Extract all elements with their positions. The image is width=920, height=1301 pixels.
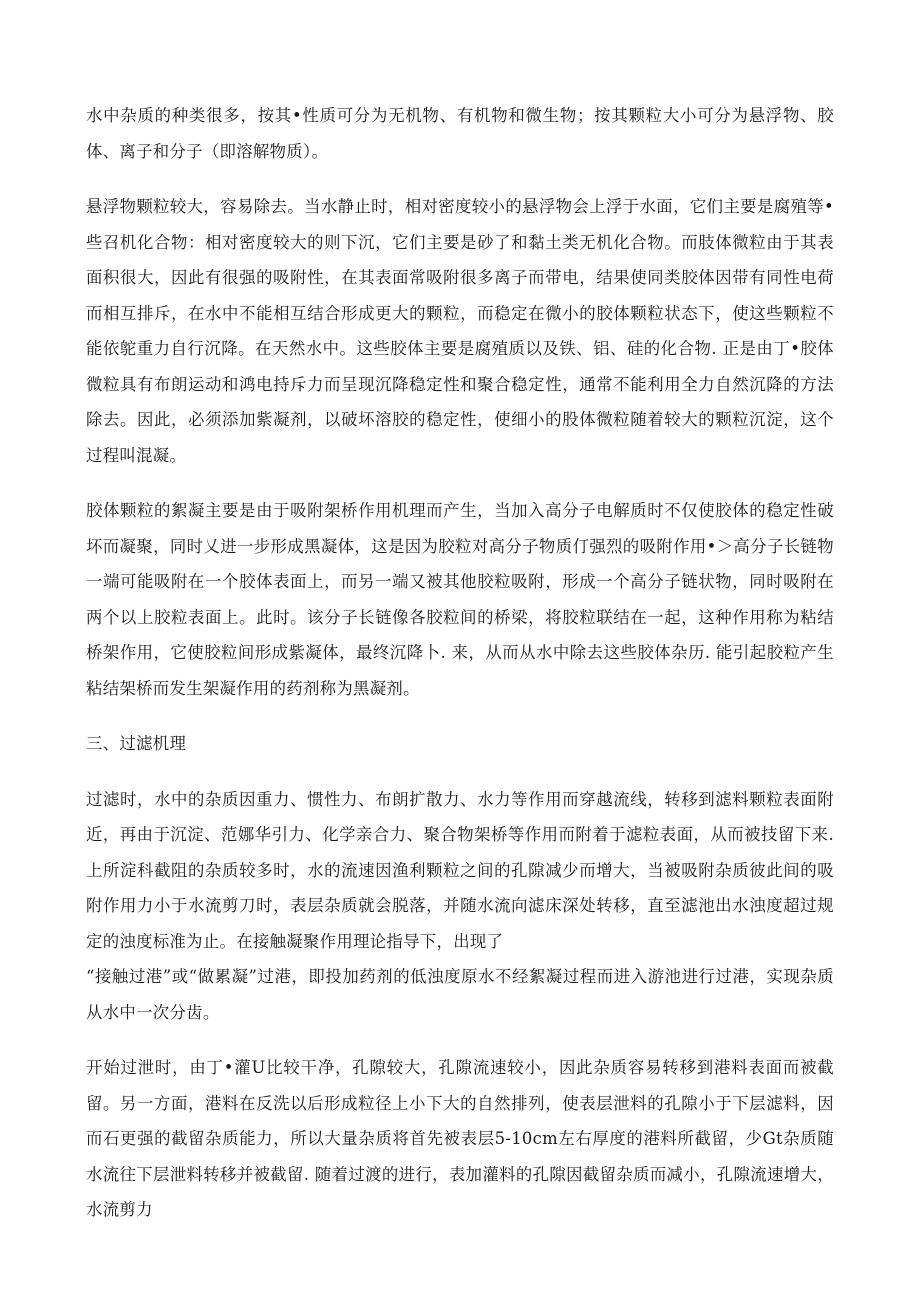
paragraph-suspended-colloids: 悬浮物颗粒较大，容易除去。当水静止时，相对密度较小的悬浮物会上浮于水面，它们主要是腐殖等•些召机化合物：相对密度较大的则下沉，它们主要是砂了和黏土类无机化合物。而肢体微粒由于其表面积很大，因此有很强的吸附性，在其表面常吸附很多离子而带电，结果使同类胶体因带有同性电荷而相互排斥，在水中不能相互结合形成更大的颗粒，而稳定在微小的胶体颗粒状态下，使这些颗粒不能依鸵重力自行沉降。在天然水中。这些胶体主要是腐殖质以及铁、铝、硅的化合物. 正是由丁•胶体微粒具有布朗运动和鸿电持斥力而呈现沉降稳定性和聚合稳定性，通常不能利用全力自然沉降的方法除去。因此，必须添加紫凝剂，以破坏溶胶的稳定性，使细小的股体微粒随着较大的颗粒沉淀，这个过程叫混凝。	[86, 197, 834, 465]
paragraph-filtration-start: 开始过泄时，由丁•灌U比较干净，孔隙较大，孔隙流速较小，因此杂质容易转移到港料表面而被截留。另一方面，港料在反洗以后形成粒径上小下大的自然排列，使表层泄料的孔隙小于下层滤料，因而石更强的截留杂质能力，所以大量杂质将首先被表层5-10cm左右厚度的港料所截留，少Gt杂质随水流往下层泄料转移并被截留. 随着过渡的进行，表加灌料的孔隙因截留杂质而减小，孔隙流速增大，水流剪力	[86, 1058, 834, 1219]
paragraph-flocculation-bridging: 胶体颗粒的絮凝主要是由于吸附架桥作用机理而产生，当加入高分子电解质时不仅使胶体的稳定性破坏而凝聚，同时乂进一步形成黑凝体，这是因为胶粒对高分子物质仃强烈的吸附作用•＞高分子长链物一端可能吸附在一个胶体表面上，而另一端又被其他胶粒吸附，形成一个高分子链状物，同时吸附在两个以上胶粒表面上。此时。该分子长链像各胶粒间的桥梁，将胶粒联结在一起，这种作用称为粘结桥架作用，它使胶粒间形成紫凝体，最终沉降卜. 来，从而从水中除去这些胶体杂历. 能引起胶粒产生粘结架桥而发生架凝作用的药剂称为黑凝剂。	[86, 501, 834, 698]
paragraph-filtration-process: 过滤时，水中的杂质因重力、惯性力、布朗扩散力、水力等作用而穿越流线，转移到滤料颗粒表面附近，再由于沉淀、范娜华引力、化学亲合力、聚合物架桥等作用而附着于滤粒表面，从而被技留下来. 上所淀科截阻的杂质较多时，水的流速因渔利颗粒之间的孔隙减少而增大，当被吸附杂质彼此间的吸附作用力小于水流剪刀时，表层杂质就会脱落，并随水流向滤床深处转移，直至滤池出水浊度超过规定的浊度标准为止。在接触凝聚作用理论指导下，出现了	[86, 789, 834, 951]
paragraph-contact-filtration: “接触过港”或“做累凝”过港，即投加药剂的低浊度原水不经絮凝过程而进入游池进行过港，实现杂质从水中一次分齿。	[86, 967, 834, 1022]
document-body	[86, 98, 834, 1248]
section-heading-filtration-mechanism: 三、过滤机理	[86, 734, 187, 753]
paragraph-impurity-types: 水中杂质的种类很多，按其•性质可分为无机物、有机物和微生物；按其颗粒大小可分为悬浮物、胶体、离子和分子（即溶解物质）。	[86, 106, 834, 161]
